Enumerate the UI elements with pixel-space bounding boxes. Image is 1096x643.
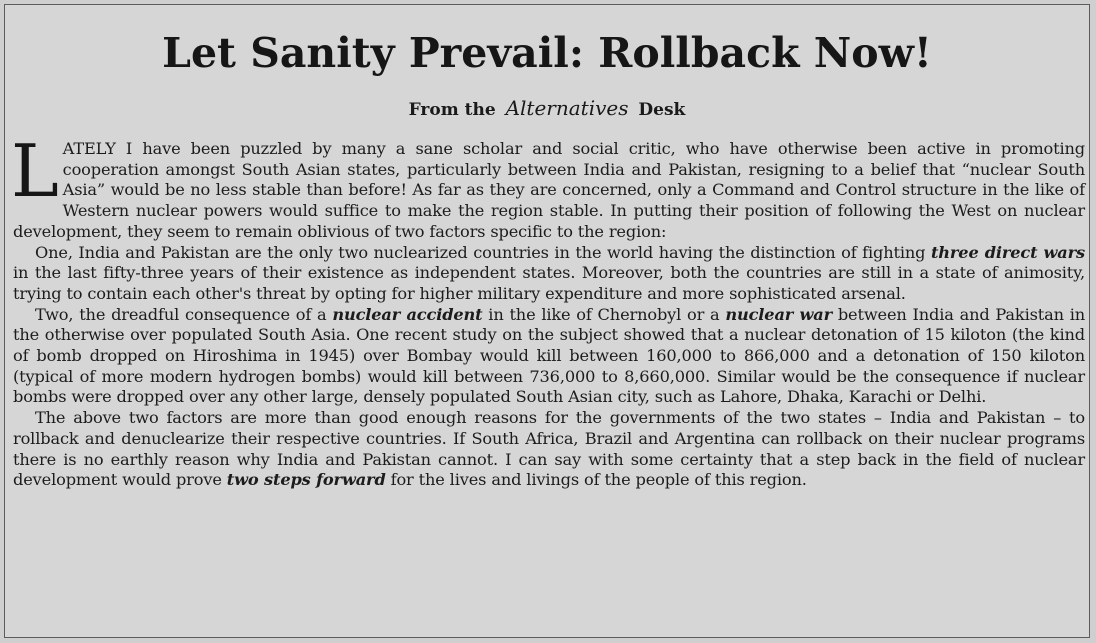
emphasis-nuclear-war: nuclear war — [725, 304, 832, 324]
paragraph-1 — [11, 129, 1085, 243]
byline-prefix: From the — [408, 100, 496, 120]
paragraph-3-text-b: in the like of Chernobyl or a — [482, 304, 726, 324]
paragraph-3-text-a: Two, the dreadful consequence of a — [35, 304, 333, 324]
emphasis-nuclear-accident: nuclear accident — [332, 304, 483, 324]
emphasis-three-direct-wars: three direct wars — [930, 242, 1085, 262]
paragraph-4-text-b: for the lives and livings of the people of this region. — [385, 470, 807, 490]
paragraph-2-text-a: One, India and Pakistan are the only two nuclearized countries in the world having the distinction of fighting — [35, 242, 931, 262]
paragraph-4 — [13, 408, 1085, 491]
byline-brand: Alternatives — [505, 96, 629, 120]
newspaper-clipping — [4, 4, 1090, 638]
paragraph-2 — [13, 243, 1085, 305]
byline — [5, 97, 1089, 121]
paragraph-2-text-b: in the last fifty-three years of their existence as independent states. Moreover, both the countries are still in a state of animosity, trying to contain each other's threat by opting for higher military expenditure and more sophisticated arsenal. — [13, 263, 1085, 303]
paragraph-3 — [13, 305, 1085, 409]
emphasis-two-steps-forward: two steps forward — [226, 470, 386, 490]
article-body — [11, 129, 1086, 491]
paragraph-3-text-c: between India and Pakistan in the otherwise over populated South Asia. One recent study on the subject showed that a nuclear detonation of 15 kiloton (the kind of bomb dropped on Hiroshima in 1945) over Bombay would kill between 160,000 to 866,000 and a detonation of 150 kiloton (typical of more modern hydrogen bombs) would kill between 736,000 to 8,660,000. Similar would be the consequence if nuclear bombs were dropped over any other large, densely populated South Asian city, such as Lahore, Dhaka, Karachi or Delhi. — [13, 304, 1086, 407]
paragraph-1-text: ATELY I have been puzzled by many a sane scholar and social critic, who have otherwise been active in promoting cooperation amongst South Asian states, particularly between India and Pakistan, resigning to a belief that “nuclear South Asia” would be no less stable than before! As far as they are concerned, only a Command and Control structure in the like of Western nuclear powers would suffice to make the region stable. In putting their position of following the West on nuclear development, they seem to remain oblivious of two factors specific to the region: — [13, 139, 1085, 241]
headline: Let Sanity Prevail: Rollback Now! — [162, 29, 932, 77]
drop-cap: L — [11, 129, 59, 213]
byline-suffix: Desk — [638, 100, 686, 120]
paragraph-4-text-a: The above two factors are more than good enough reasons for the governments of the two states – India and Pakistan – to rollback and denuclearize their respective countries. If South Africa, Brazil and Argentina can rollback on their nuclear programs there is no earthly reason why India and Pakistan cannot. I can say with some certainty that a step back in the field of nuclear development would prove — [13, 408, 1085, 490]
